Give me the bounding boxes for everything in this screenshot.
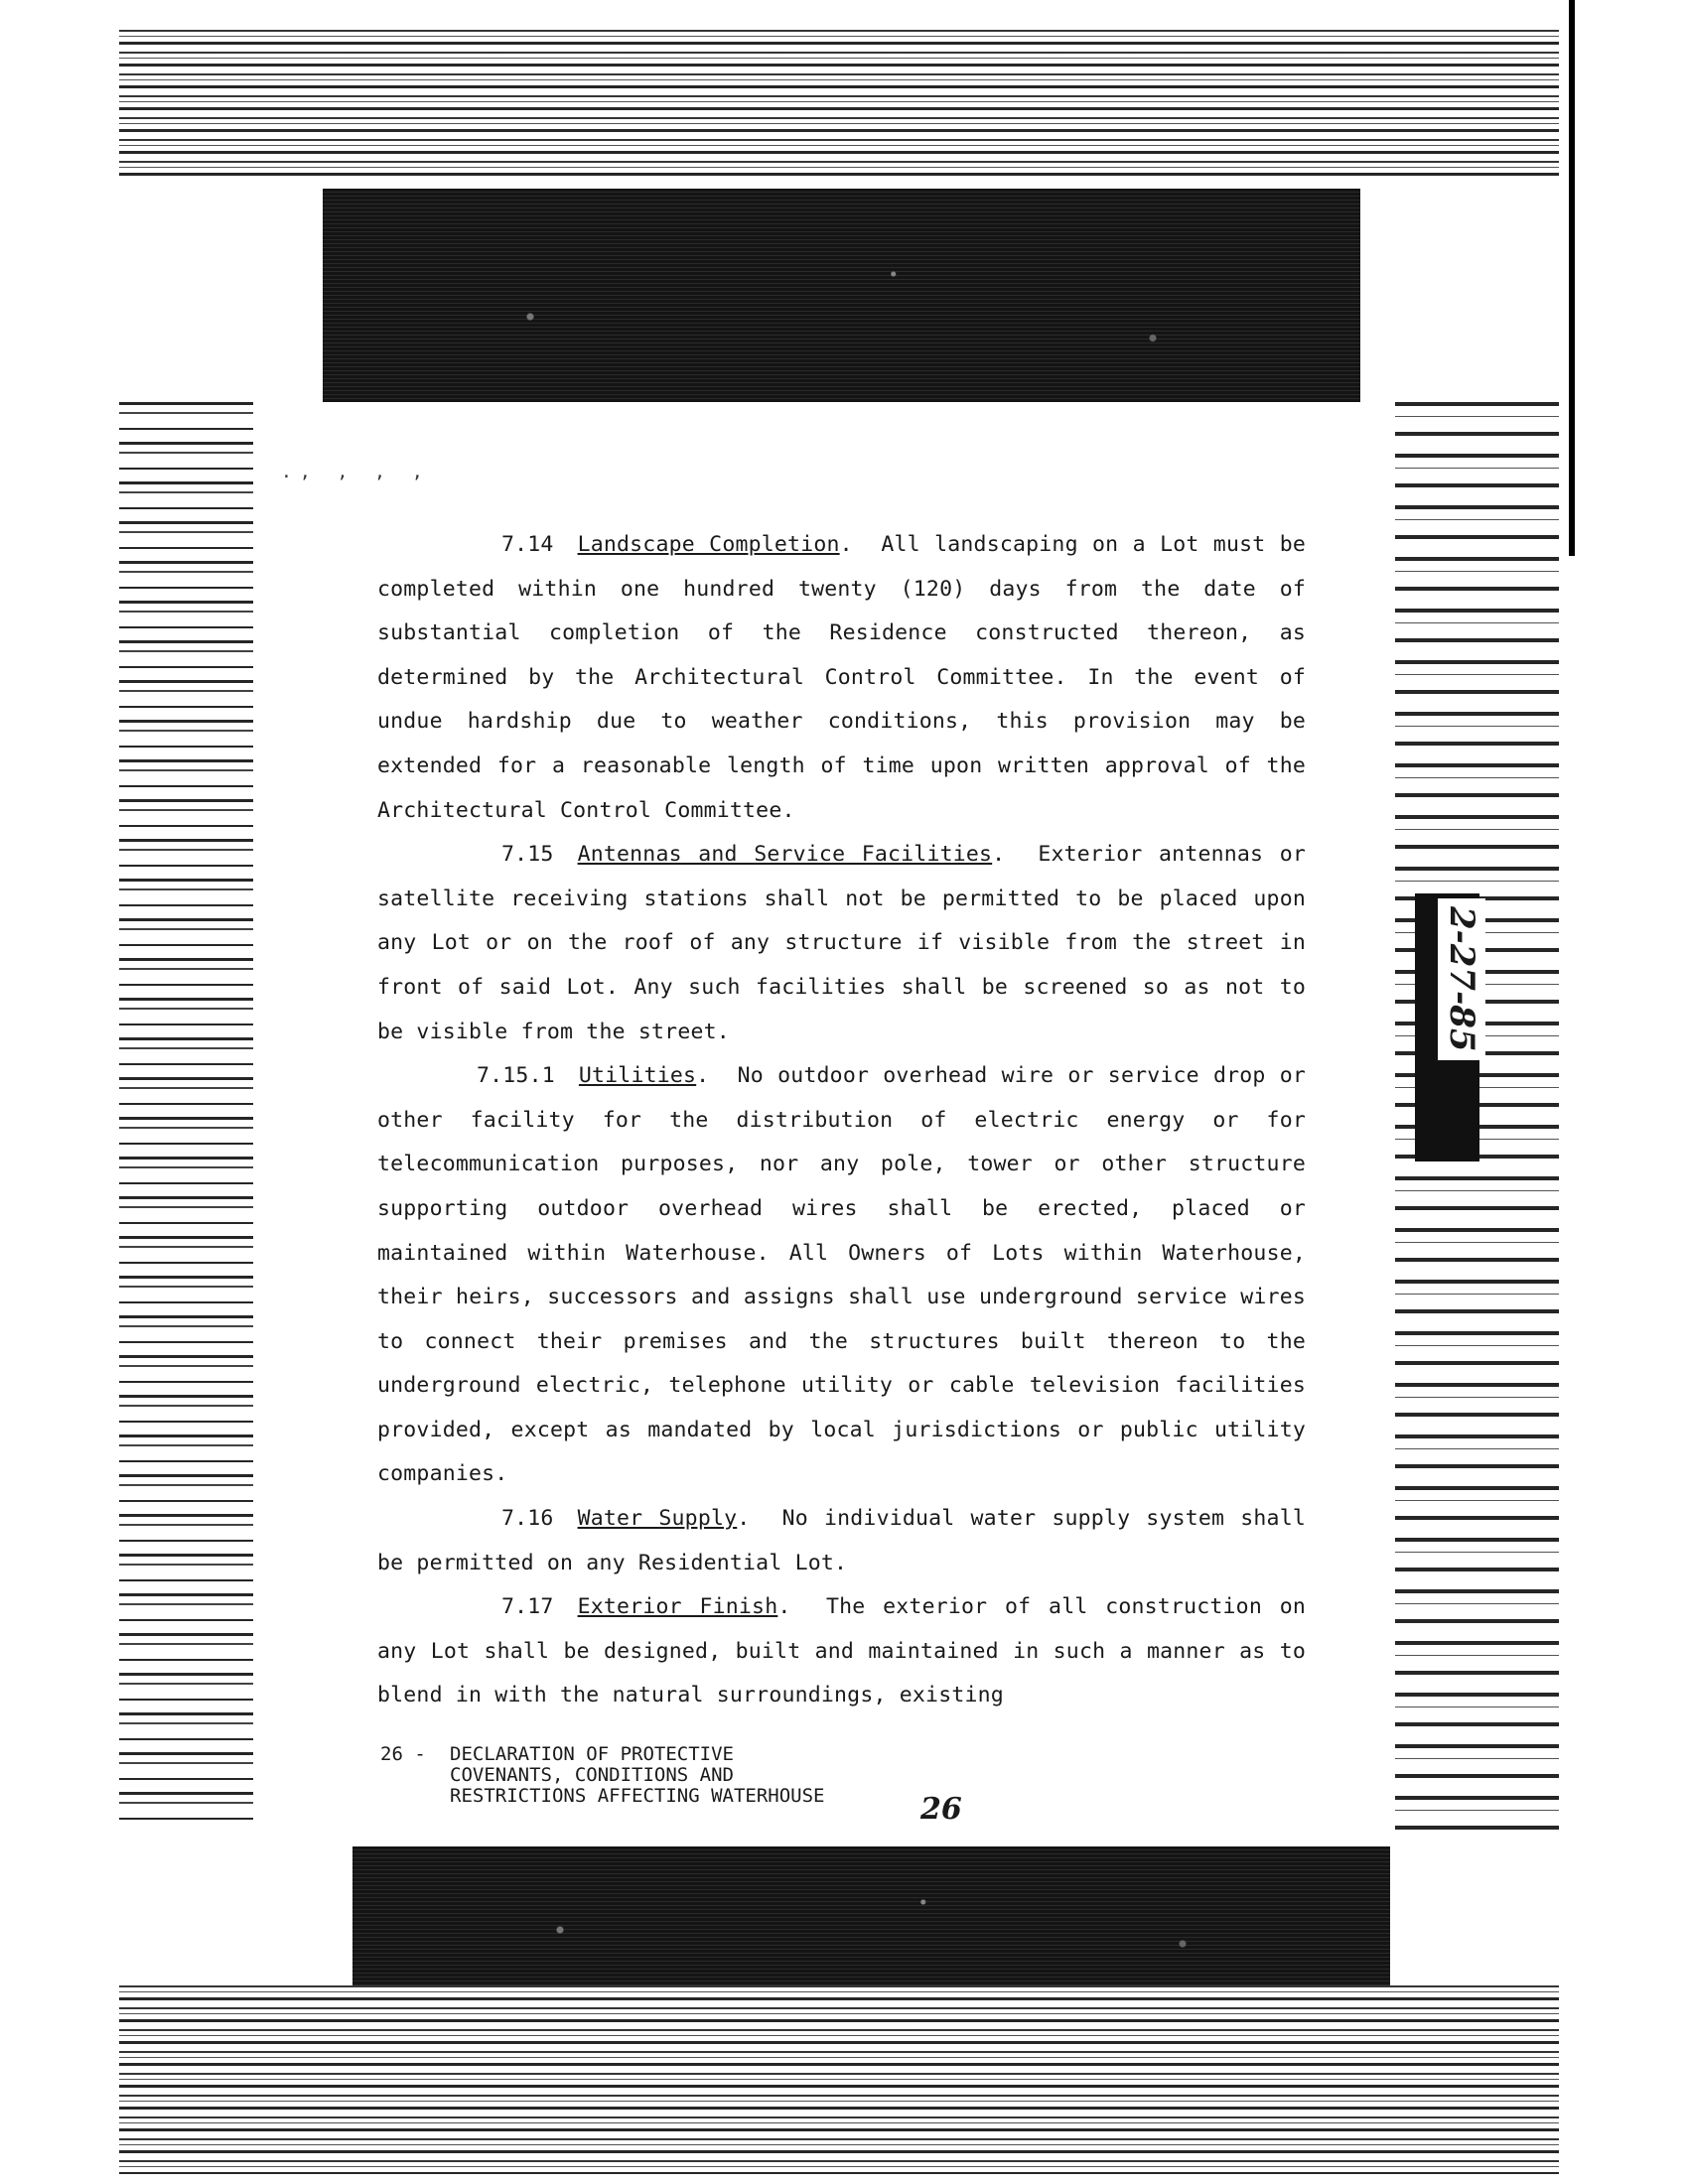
section-text: No individual water supply system shall be permitted on any Residential Lot. [377, 1506, 1306, 1575]
scan-dark-block-bottom [352, 1846, 1390, 1985]
section-text: All landscaping on a Lot must be completed within one hundred twenty (120) days from the date of substantial completion of the Residence constructed thereon, as determined by the Architectural Control Committee. In the event of undue hardship due to weather conditions, this provision may be extended for a reasonable length of time upon written approval of the Architectural Control Committee. [377, 532, 1306, 823]
section-heading: Utilities [578, 1063, 697, 1089]
scan-edge-bar [1569, 0, 1575, 556]
footer-title-line: RESTRICTIONS AFFECTING WATERHOUSE [450, 1785, 825, 1807]
section-number: 7.15.1 [477, 1063, 555, 1089]
section-number: 7.15 [501, 842, 554, 868]
handwritten-page-number: 26 [920, 1792, 962, 1827]
section-heading: Water Supply [577, 1506, 738, 1532]
footer-page-number: 26 - [380, 1743, 426, 1765]
paragraph-7-14: 7.14 Landscape Completion. All landscaping on a Lot must be completed within one hundred twenty (120) days from the date of substantial completion of the Residence constructed thereon, as determined by the Architectural Control Committee. In the event of undue hardship due to weather conditions, this provision may be extended for a reasonable length of time upon written approval of the Architectural Control Committee. [377, 532, 1306, 823]
scan-streaks-left [119, 402, 258, 1832]
scan-streaks-top [119, 30, 1559, 179]
section-number: 7.17 [501, 1594, 554, 1620]
corner-marks: ., , , , [281, 462, 431, 482]
scan-streaks-bottom [119, 1985, 1559, 2174]
paragraph-7-16: 7.16 Water Supply. No individual water supply system shall be permitted on any Residential Lot. [377, 1506, 1306, 1575]
paragraph-7-15-1: 7.15.1 Utilities. No outdoor overhead wire or service drop or other facility for the distribution of electric energy or for telecommunication purposes, nor any pole, tower or other structure supporting outdoor overhead wires shall be erected, placed or maintained within Waterhouse. All Owners of Lots within Waterhouse, their heirs, successors and assigns shall use underground service wires to connect their premises and the structures built thereon to the underground electric, telephone utility or cable television facilities provided, except as mandated by local jurisdictions or public utility companies. [377, 1063, 1306, 1487]
section-number: 7.14 [501, 532, 554, 557]
paragraph-7-15: 7.15 Antennas and Service Facilities. Exterior antennas or satellite receiving stations shall not be permitted to be placed upon any Lot or on the roof of any structure if visible from the street in front of said Lot. Any such facilities shall be screened so as not to be visible from the street. [377, 842, 1306, 1044]
section-heading: Exterior Finish [577, 1594, 778, 1620]
section-text: Exterior antennas or satellite receiving stations shall not be permitted to be placed upon any Lot or on the roof of any structure if visible from the street in front of said Lot. Any such facilities shall be screened so as not to be visible from the street. [377, 842, 1306, 1044]
scan-dark-block-top [323, 189, 1360, 402]
section-text: No outdoor overhead wire or service drop or other facility for the distribution of electric energy or for telecommunication purposes, nor any pole, tower or other structure supporting outdoor overhead wires shall be erected, placed or maintained within Waterhouse. All Owners of Lots within Waterhouse, their heirs, successors and assigns shall use underground service wires to connect their premises and the structures built thereon to the underground electric, telephone utility or cable television facilities provided, except as mandated by local jurisdictions or public utility companies. [377, 1063, 1306, 1487]
margin-stamp-date: 2-27-85 [1438, 898, 1485, 1060]
page-footer [380, 1744, 936, 1807]
section-heading: Landscape Completion [577, 532, 840, 557]
footer-title-line: DECLARATION OF PROTECTIVE [450, 1743, 734, 1765]
paragraph-7-17: 7.17 Exterior Finish. The exterior of all construction on any Lot shall be designed, built and maintained in such a manner as to blend in with the natural surroundings, existing [377, 1594, 1306, 1708]
section-text: The exterior of all construction on any Lot shall be designed, built and maintained in such a manner as to blend in with the natural surroundings, existing [377, 1594, 1306, 1708]
footer-document-title [450, 1744, 825, 1807]
document-page [253, 402, 1395, 1832]
document-body [377, 523, 1306, 1718]
section-number: 7.16 [501, 1506, 554, 1532]
footer-title-line: COVENANTS, CONDITIONS AND [450, 1764, 734, 1786]
section-heading: Antennas and Service Facilities [577, 842, 993, 868]
